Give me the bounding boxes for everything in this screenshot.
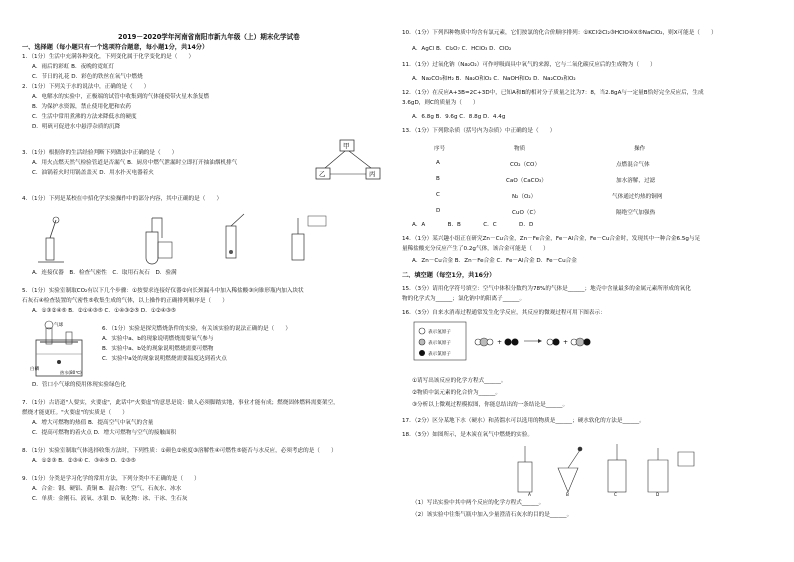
q14-stem-2: 量稀盐酸充分反应产生了0.2g气体，该合金可能是（ ） (402, 246, 549, 252)
q11-options: A．Na₂CO₃和H₂ B．Na₂O和O₂ C．NaOH和O₂ D．Na₂CO₃和O₂ (412, 76, 576, 82)
q4-apparatus-figures (36, 212, 336, 268)
svg-text:+: + (563, 339, 569, 346)
q6-option-c: C．实验中a处的现象说明燃烧需要温度达到着火点 (102, 356, 227, 362)
diagram-top: 甲 (343, 142, 350, 150)
molecule-reaction-figure (412, 320, 612, 374)
q8-options: A．①②③ B．②③④ C．③④⑤ D．②③⑤ (32, 458, 136, 464)
svg-text:C: C (614, 492, 617, 497)
svg-text:+: + (497, 339, 503, 346)
table13-row-a-no: A (436, 160, 440, 166)
q6-option-d: D．管口小气球的使用体现实验绿色化 (32, 382, 126, 388)
section-one-heading: 一、选择题（每小题只有一个选项符合题意，每小题1分，共14分） (22, 44, 209, 51)
q7-options-cd: C．提高可燃物的着火点 D．增大可燃物与空气的接触面积 (32, 430, 177, 436)
q14-stem-1: 14．（1分）某兴趣小组正在研究Zn－Cu合金，Zn－Fe合金，Fe－Al合金，Fe－Cu合金时，发现其中一种合金6.5g与足 (402, 236, 701, 242)
q7-stem-2: 燃烧才能更旺。"火要虚"的实质是（ ） (22, 410, 128, 416)
table13-header-substance: 物质 (514, 146, 526, 152)
take-limestone-figure (226, 214, 244, 258)
q12-stem-2: 3.6gD，则C的质量为（ ） (402, 100, 479, 106)
q13-options: A．A B．B C．C D．D (412, 222, 534, 228)
triangle-diagram (310, 138, 390, 184)
table13-row-d-no: D (436, 208, 441, 214)
q13-stem: 13．（1分）下列除杂质（括号内为杂质）中正确的是（ ） (402, 128, 556, 134)
q1-options-ab: A．雨后的彩虹 B．夜晚的霓虹灯 (32, 64, 115, 70)
legend-oxygen: 表示氧原子 (428, 341, 451, 346)
q8-stem: 8．（1分）实验室制取气体选择收集方法时，下列性质：①颜色②密度③溶解性④可燃性⑤能否与水反应，必须考虑的是（ ） (22, 448, 337, 454)
svg-text:D: D (656, 492, 660, 497)
legend-hydrogen: 表示氢原子 (428, 330, 451, 335)
q1-options-cd: C．节日的礼花 D．彩色的铁丝在氧气中燃烧 (32, 74, 143, 80)
q7-options-ab: A．增大可燃物的热值 B．提高空气中氧气的含量 (32, 420, 154, 426)
q3-options-cd: C．油锅着火时用锅盖盖灭 D．用水扑灭电器着火 (32, 170, 154, 176)
q2-option-c: C．生活中常用煮沸的方法来降低水的硬度 (32, 114, 137, 120)
q14-options: A．Zn－Cu合金 B．Zn－Fe合金 C．Fe－Al合金 D．Fe－Cu合金 (412, 258, 577, 264)
q6-option-a: A．实验中a、b的现象说明燃烧需要氧气参与 (102, 336, 214, 342)
q12-options: A．6.8g B．9.6g C．8.8g D．4.4g (412, 114, 506, 120)
q2-stem: 2．（1分）下列关于水的说法中，正确的是（ ） (22, 84, 150, 90)
q4-option-captions: A．连接仪器 B．检查气密性 C．取用石灰石 D．验满 (32, 270, 177, 276)
q4-stem: 4．（1分）下列是某校在中招化学实验操作中的部分内容，其中正确的是（ ） (22, 196, 223, 202)
charcoal-burning-figure (508, 440, 708, 498)
q5-options: A．①③②④⑤ B．②①④③⑤ C．①④③②⑤ D．①②④③⑤ (32, 308, 176, 314)
q16-stem: 16．（3分）自来水消毒过程通常发生化学反应，其反应的微观过程可用下图表示： (402, 310, 606, 316)
verify-full-figure (292, 216, 326, 260)
q9-options-cd: C．单质：金刚石、液氧、水银 D．氧化物：冰、干冰、生石灰 (32, 496, 188, 502)
diagram-right: 丙 (369, 170, 376, 178)
q7-stem-1: 7．（1分）古语道"人要实，火要虚"，此话中"火要虚"的意思是说：做人必须脚踏实地，事业才能有成；燃烧固体燃料需要架空， (22, 400, 339, 406)
q16-part3: ③分析以上微观过程模拟图，你能总结出的一条结论是______。 (412, 402, 569, 408)
q15-stem-1: 15．（3分）请用化学符号填空：空气中体积分数约为78%的气体是______；地壳中含量最多的金属元素所形成的氧化 (402, 286, 691, 292)
q12-stem-1: 12．（1分）在反应A+3B=2C+3D中，已知A和B的相对分子质量之比为7：8，当2.8gA与一定量B恰好完全反应后，生成 (402, 90, 704, 96)
q9-options-ab: A．合金：钢、硬铝、黄铜 B．混合物：空气、石灰水、冰水 (32, 486, 182, 492)
table13-row-b-substance: CaO（CaCO₃） (506, 178, 547, 184)
q17-stem: 17．（2分）区分某地下水（硬水）和蒸馏水可以选用的物质是______；硬水软化的方法是______。 (402, 418, 645, 424)
table13-header-no: 序号 (434, 146, 446, 152)
combustion-experiment-figure (30, 318, 100, 380)
table13-row-c-no: C (436, 192, 440, 198)
table13-row-b-operation: 加水溶解，过滤 (616, 178, 656, 184)
q6-stem: 6．（1分）实验是探究燃烧条件的实验，有关该实验的说法正确的是（ ） (102, 326, 291, 332)
q10-options: A．AgCl B．Cl₂O₇ C．HClO₃ D．ClO₂ (412, 46, 512, 52)
q3-options-ab: A．用火点燃天然气检验管道是否漏气 B．厨房中燃气泄漏时立即打开抽油烟机排气 (32, 160, 238, 166)
q3-stem: 3．（1分）根据你的生活经验判断下列做法中正确的是（ ） (22, 150, 178, 156)
q11-stem: 11．（1分）过氧化钠（Na₂O₂）可作呼吸面具中氧气的来源，它与二氧化碳反应后的生成物为（ ） (402, 62, 656, 68)
table13-row-a-operation: 点燃混合气体 (616, 162, 650, 168)
legend-chlorine: 表示氯原子 (428, 352, 451, 357)
q18-part1: （1）写出实验中其中两个反应的化学方程式______。 (412, 500, 545, 506)
connect-apparatus-figure (38, 217, 64, 262)
table13-lines (420, 140, 740, 220)
airtightness-figure (146, 218, 172, 264)
table13-row-c-substance: N₂（O₂） (512, 194, 537, 200)
q15-stem-2: 物的化学式为______；氯化钠中的阳离子______。 (402, 296, 526, 302)
table13-row-b-no: B (436, 176, 440, 182)
section-two-heading: 二、填空题（每空1分，共16分） (402, 272, 496, 279)
svg-text:A: A (528, 492, 531, 497)
q5-stem-1: 5．（1分）实验室制取CO₂有以下几个步骤：①按要求连接好仪器②向长颈漏斗中加入稀盐酸③向锥形瓶内加入块状 (22, 288, 304, 294)
q16-part2: ②物质中氯元素的化合价为______。 (412, 390, 501, 396)
q10-stem: 10．（1分）下列四种物质中均含有氯元素，它们按氯的化合价顺序排列：①KCl②Cl₂③HClO④X⑤NaClO₂，则X可能是（ ） (402, 30, 717, 36)
table13-row-c-operation: 气体通过灼热的铜网 (612, 194, 663, 200)
page-title: 2019－2020学年河南省南阳市新九年级（上）期末化学试卷 (118, 33, 300, 41)
table13-row-d-operation: 隔绝空气加强热 (616, 210, 656, 216)
q5-stem-2: 石灰石④检查装置的气密性⑤收集生成的气体，以上操作的正确排列顺序是（ ） (22, 298, 228, 304)
q18-part2: （2）该实验中往集气瓶中加入少量澄清石灰水的目的是______。 (412, 512, 573, 518)
q1-stem: 1．（1分）生活中充满各种变化，下列变化属于化学变化的是（ ） (22, 54, 195, 60)
q2-option-a: A．电解水的实验中，正极端的试管中收集到的气体能使带火星木条复燃 (32, 94, 210, 100)
diagram-left: 乙 (319, 170, 326, 178)
q6-option-b: B．实验中a、b处的现象说明燃烧需要可燃物 (102, 346, 214, 352)
q2-option-b: B．为保护水资源，禁止使用化肥和农药 (32, 104, 131, 110)
reaction-molecules (475, 338, 591, 346)
q18-stem: 18．（3分）如图所示，是木炭在氧气中燃烧的实验。 (402, 432, 533, 438)
label-balloon: 气球 (54, 323, 64, 328)
svg-text:B: B (566, 492, 569, 497)
table13-row-a-substance: CO₂（CO） (510, 162, 541, 168)
q16-part1: ①请写出该反应的化学方程式______。 (412, 378, 507, 384)
q9-stem: 9．（1分）分类是学习化学的常用方法，下列分类中不正确的是（ ） (22, 476, 200, 482)
table13-header-operation: 操作 (634, 146, 646, 152)
label-hot-water: 热水(80℃) (60, 370, 82, 375)
table13-row-d-substance: CuO（C） (512, 210, 539, 216)
q2-option-d: D．明矾可促进水中悬浮杂质的沉降 (32, 124, 121, 130)
label-white-phosphorus: 白磷 (30, 367, 40, 372)
